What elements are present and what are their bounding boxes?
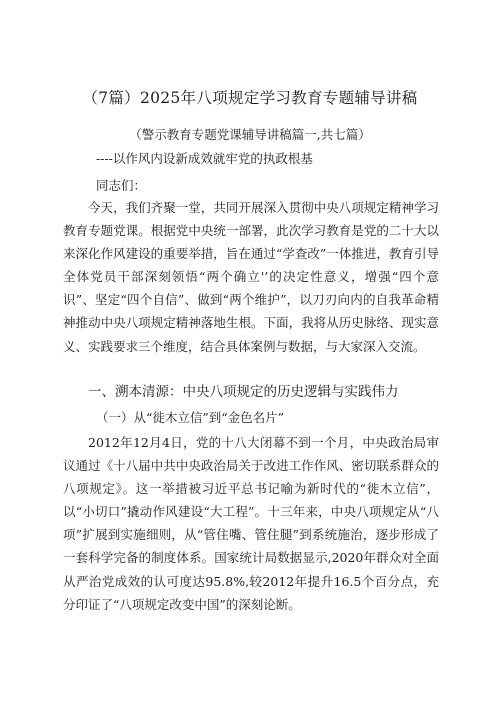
greeting: 同志们：	[96, 178, 147, 193]
section-heading: 一、溯本清源：中央八项规定的历史逻辑与实践伟力	[88, 384, 399, 400]
document-subtitle: （警示教育专题党课辅导讲稿篇一,共七篇）	[129, 127, 371, 142]
document-title: （7篇）2025年八项规定学习教育专题辅导讲稿	[82, 89, 418, 107]
body-paragraph: 今天，我们齐聚一堂，共同开展深入贯彻中央八项规定精神学习教育专题党课。根据党中央统一部署，此次学习教育是党的二十大以来深化作风建设的重要举措，旨在通过“学查改”一体推进，教育引导全体党员干部深刻领悟“两个确立'’的决定性意义，增强“四个意识”、坚定“四个自信”、做到“两个维护”，以刀刃向内的自我革命精神推动中央八项规定精神落地生根。下面，我将从历史脉络、现实意义、实践要求三个维度，结合具体案例与数据，与大家深入交流。	[63, 200, 439, 354]
subsection-heading: （一）从“徙木立信”到“金色名片”	[96, 410, 285, 425]
body-paragraph: 2012年12月4日，党的十八大闭幕不到一个月，中央政治局审议通过《十八届中共中央政治局关于改进工作作风、密切联系群众的八项规定》。这一举措被习近平总书记喻为新时代的“徙木立信”，以“小切口”撬动作风建设“大工程”。十三年来，中央八项规定从“八项”扩展到实施细则，从“管住嘴、管住腿”到系统施治，逐步形成了一套科学完备的制度体系。国家统计局数据显示,2020年群众对全面从严治党成效的认可度达95.8%,较2012年提升16.5个百分点，充分印证了“八项规定改变中国”的深刻论断。	[63, 435, 439, 612]
document-theme-line: ----以作风内设新成效就牢党的执政根基	[96, 151, 313, 166]
